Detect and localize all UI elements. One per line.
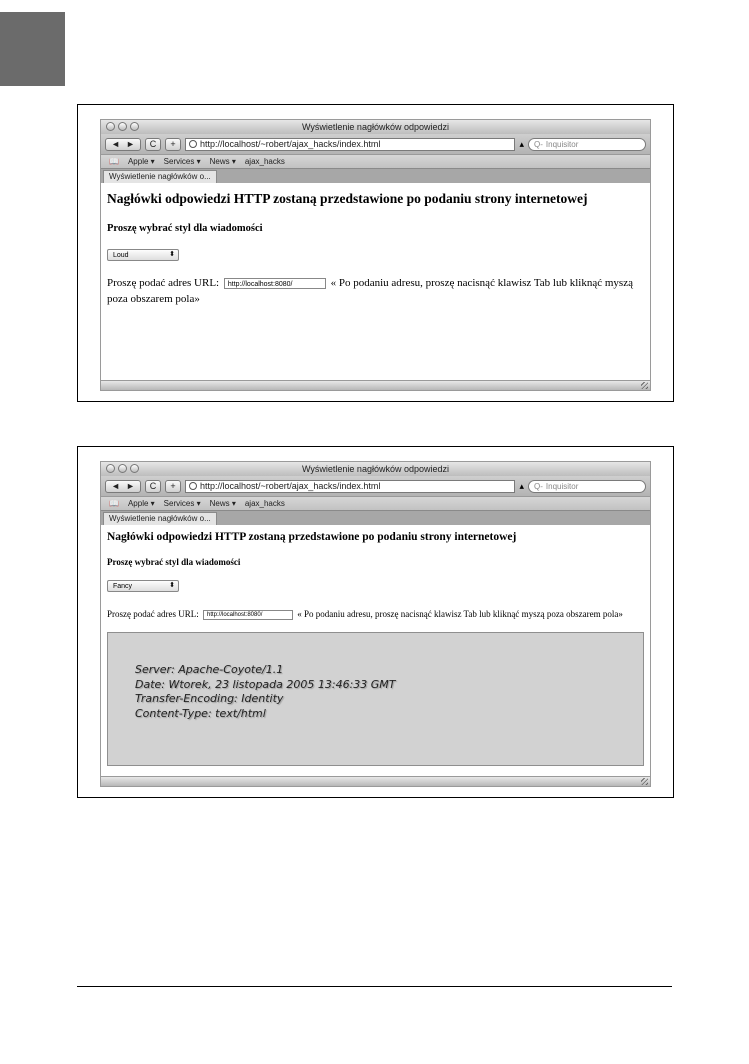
plus-icon: + [170, 481, 176, 491]
url-label: Proszę podać adres URL: [107, 277, 220, 289]
status-bar [101, 380, 650, 390]
select-arrows-icon: ⬍ [169, 251, 175, 258]
reload-button[interactable] [145, 480, 161, 493]
page-heading: Nagłówki odpowiedzi HTTP zostaną przedstawione po podaniu strony internetowej [107, 191, 588, 206]
forward-arrow-icon[interactable]: ► [126, 139, 135, 149]
add-bookmark-button[interactable] [165, 138, 181, 151]
header-line: Transfer-Encoding: Identity [135, 692, 284, 705]
style-select[interactable] [107, 580, 179, 592]
tab-bar [101, 510, 650, 525]
browser-window [100, 119, 651, 391]
zoom-window-button[interactable] [130, 464, 139, 473]
style-select-value: Loud [113, 252, 129, 259]
bookmarks-book-icon[interactable]: 📖 [109, 499, 119, 508]
address-text[interactable]: http://localhost/~robert/ajax_hacks/index.html [200, 481, 381, 491]
close-window-button[interactable] [106, 464, 115, 473]
url-hint: « Po podaniu adresu, proszę nacisnąć klawisz Tab lub kliknąć myszą poza obszarem pola» [297, 609, 623, 619]
style-select[interactable] [107, 249, 179, 261]
search-field[interactable] [528, 480, 646, 493]
bookmarks-bar [101, 496, 650, 510]
tab-active[interactable]: Wyświetlenie nagłówków o... [103, 170, 217, 183]
chapter-tab-marker [0, 12, 65, 86]
address-text[interactable]: http://localhost/~robert/ajax_hacks/index.html [200, 139, 381, 149]
add-bookmark-button[interactable] [165, 480, 181, 493]
bookmarks-book-icon[interactable]: 📖 [109, 157, 119, 166]
url-input[interactable]: http://localhost:8080/ [203, 610, 293, 620]
search-icon: Q- [534, 139, 543, 149]
bookmarks-bar [101, 154, 650, 168]
bookmark-apple[interactable]: Apple ▾ [127, 499, 155, 508]
response-headers-box [107, 632, 644, 766]
browser-window [100, 461, 651, 787]
globe-icon [189, 140, 197, 148]
url-row [107, 275, 644, 307]
figure-2 [77, 446, 674, 798]
globe-icon [189, 482, 197, 490]
tab-bar [101, 168, 650, 183]
bookmark-services[interactable]: Services ▾ [163, 157, 201, 166]
url-input[interactable]: http://localhost:8080/ [224, 278, 326, 289]
address-bar[interactable] [185, 480, 515, 493]
bookmark-news[interactable]: News ▾ [209, 157, 236, 166]
figure-1 [77, 104, 674, 402]
address-bar[interactable] [185, 138, 515, 151]
bookmark-news[interactable]: News ▾ [209, 499, 236, 508]
page-content [101, 183, 650, 307]
url-label: Proszę podać adres URL: [107, 609, 199, 619]
back-forward-buttons[interactable] [105, 480, 141, 493]
back-forward-buttons[interactable] [105, 138, 141, 151]
url-hint: « Po podaniu adresu, proszę nacisnąć klawisz Tab lub kliknąć myszą poza obszarem pola» [107, 277, 633, 305]
search-placeholder: Inquisitor [545, 139, 579, 149]
forward-arrow-icon[interactable]: ► [126, 481, 135, 491]
bookmark-apple[interactable]: Apple ▾ [127, 157, 155, 166]
search-placeholder: Inquisitor [545, 481, 579, 491]
url-stepper-icon[interactable]: ▴ [519, 480, 524, 491]
select-arrows-icon: ⬍ [169, 582, 175, 589]
title-bar [101, 462, 650, 476]
back-arrow-icon[interactable]: ◄ [111, 481, 120, 491]
page-content [101, 525, 650, 622]
bookmark-services[interactable]: Services ▾ [163, 499, 201, 508]
url-row [107, 606, 644, 622]
window-controls [106, 122, 139, 131]
zoom-window-button[interactable] [130, 122, 139, 131]
style-prompt: Proszę wybrać styl dla wiadomości [107, 223, 263, 234]
header-line: Content-Type: text/html [135, 706, 266, 720]
close-window-button[interactable] [106, 122, 115, 131]
bookmark-ajax-hacks[interactable]: ajax_hacks [244, 499, 285, 508]
resize-grip-icon[interactable] [641, 382, 648, 389]
style-select-value: Fancy [113, 583, 133, 590]
resize-grip-icon[interactable] [641, 778, 648, 785]
search-icon: Q- [534, 481, 543, 491]
url-stepper-icon[interactable]: ▴ [519, 138, 524, 149]
tab-active[interactable]: Wyświetlenie nagłówków o... [103, 512, 217, 525]
reload-icon: C [149, 481, 157, 491]
window-controls [106, 464, 139, 473]
browser-toolbar [101, 476, 650, 496]
header-line: Date: Wtorek, 23 listopada 2005 13:46:33 GMT [135, 677, 396, 691]
window-title: Wyświetlenie nagłówków odpowiedzi [302, 464, 449, 474]
reload-button[interactable] [145, 138, 161, 151]
footer-rule [77, 986, 672, 987]
style-prompt: Proszę wybrać styl dla wiadomości [107, 557, 241, 567]
minimize-window-button[interactable] [118, 464, 127, 473]
back-arrow-icon[interactable]: ◄ [111, 139, 120, 149]
plus-icon: + [170, 139, 176, 149]
window-title: Wyświetlenie nagłówków odpowiedzi [302, 122, 449, 132]
reload-icon: C [149, 139, 157, 149]
page-heading: Nagłówki odpowiedzi HTTP zostaną przedstawione po podaniu strony internetowej [107, 531, 517, 543]
header-line: Server: Apache-Coyote/1.1 [135, 663, 284, 676]
bookmark-ajax-hacks[interactable]: ajax_hacks [244, 157, 285, 166]
title-bar [101, 120, 650, 134]
status-bar [101, 776, 650, 786]
browser-toolbar [101, 134, 650, 154]
minimize-window-button[interactable] [118, 122, 127, 131]
search-field[interactable] [528, 138, 646, 151]
